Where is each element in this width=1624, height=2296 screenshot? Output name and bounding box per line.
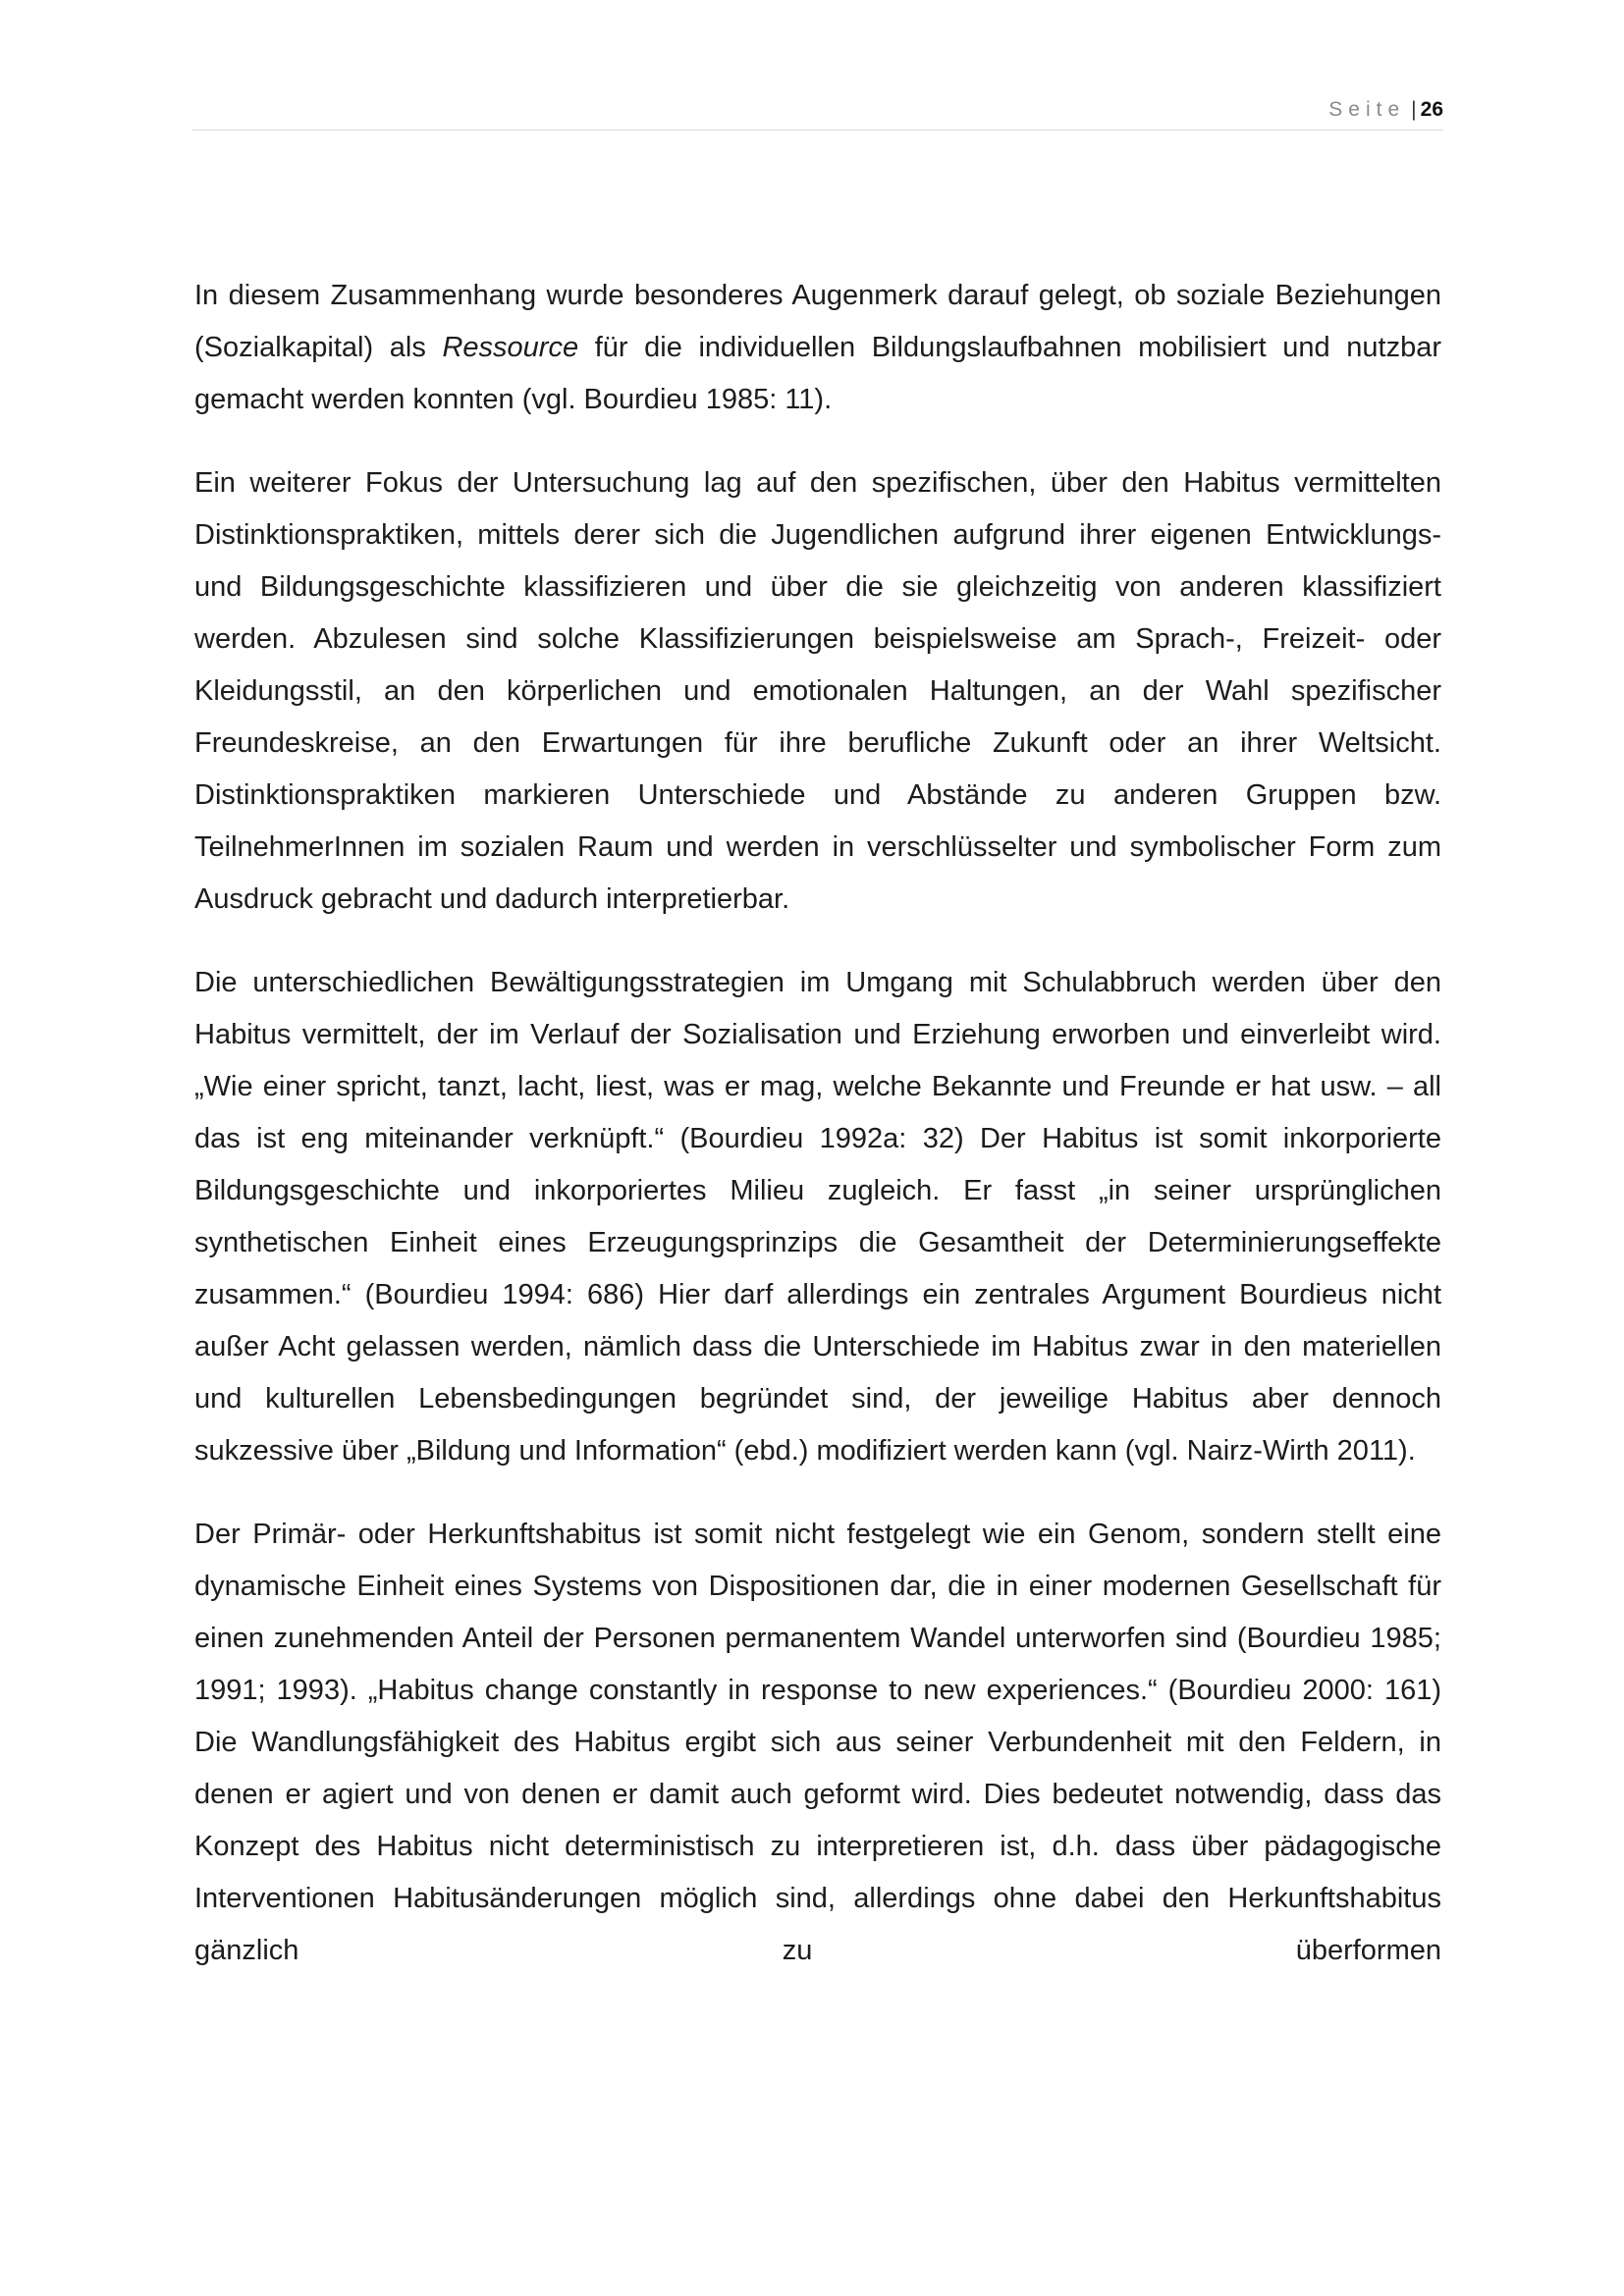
page-number: 26 [1420,98,1443,121]
paragraph-2: Ein weiterer Fokus der Untersuchung lag auf den spezifischen, über den Habitus vermittelten Distinktionspraktiken, mittels derer sich die Jugendlichen aufgrund ihrer eigenen Entwicklungs- und Bildungsgeschichte klassifizieren und über die sie gleichzeitig von anderen klassifiziert werden. Abzulesen sind solche Klassifizierungen beispielsweise am Sprach-, Freizeit- oder Kleidungsstil, an den körperlichen und emotionalen Haltungen, an der Wahl spezifischer Freundeskreise, an den Erwartungen für ihre berufliche Zukunft oder an ihrer Weltsicht. Distinktionspraktiken markieren Unterschiede und Abstände zu anderen Gruppen bzw. TeilnehmerInnen im sozialen Raum und werden in verschlüsselter und symbolischer Form zum Ausdruck gebracht und dadurch interpretierbar. [194,467,1441,915]
paragraph-1-text-after: für die individuellen Bildungslaufbahnen mobilisiert und nutzbar gemacht werden konnten (vgl. Bourdieu 1985: 11). [194,332,1441,415]
page-label: Seite [1328,98,1406,121]
paragraph-1-text-before: In diesem Zusammenhang wurde besonderes Augenmerk darauf gelegt, ob soziale Beziehungen (Sozialkapital) als [194,280,1441,363]
paragraph-4: Der Primär- oder Herkunftshabitus ist somit nicht festgelegt wie ein Genom, sondern stellt eine dynamische Einheit eines Systems von Dispositionen dar, die in einer modernen Gesellschaft für einen zunehmenden Anteil der Personen permanentem Wandel unterworfen sind (Bourdieu 1985; 1991; 1993). „Habitus change constantly in response to new experiences.“ (Bourdieu 2000: 161) Die Wandlungsfähigkeit des Habitus ergibt sich aus seiner Verbundenheit mit den Feldern, in denen er agiert und von denen er damit auch geformt wird. Dies bedeutet notwendig, dass das Konzept des Habitus nicht deterministisch zu interpretieren ist, d.h. dass über pädagogische Interventionen Habitusänderungen möglich sind, allerdings ohne dabei den Herkunftshabitus gänzlich zu überformen [194,1519,1441,1966]
page-header [191,94,1443,131]
paragraph-3: Die unterschiedlichen Bewältigungsstrategien im Umgang mit Schulabbruch werden über den Habitus vermittelt, der im Verlauf der Sozialisation und Erziehung erworben und einverleibt wird. „Wie einer spricht, tanzt, lacht, liest, was er mag, welche Bekannte und Freunde er hat usw. – all das ist eng miteinander verknüpft.“ (Bourdieu 1992a: 32) Der Habitus ist somit inkorporierte Bildungsgeschichte und inkorporiertes Milieu zugleich. Er fasst „in seiner ursprünglichen synthetischen Einheit eines Erzeugungsprinzips die Gesamtheit der Determinierungseffekte zusammen.“ (Bourdieu 1994: 686) Hier darf allerdings ein zentrales Argument Bourdieus nicht außer Acht gelassen werden, nämlich dass die Unterschiede im Habitus zwar in den materiellen und kulturellen Lebensbedingungen begründet sind, der jeweilige Habitus aber dennoch sukzessive über „Bildung und Information“ (ebd.) modifiziert werden kann (vgl. Nairz-Wirth 2011). [194,967,1441,1467]
page-number-label [1328,98,1443,122]
emphasis-ressource: Ressource [442,332,579,363]
paragraph-1 [194,270,1441,426]
page-separator: | [1411,98,1417,121]
body-text [194,270,1441,1977]
